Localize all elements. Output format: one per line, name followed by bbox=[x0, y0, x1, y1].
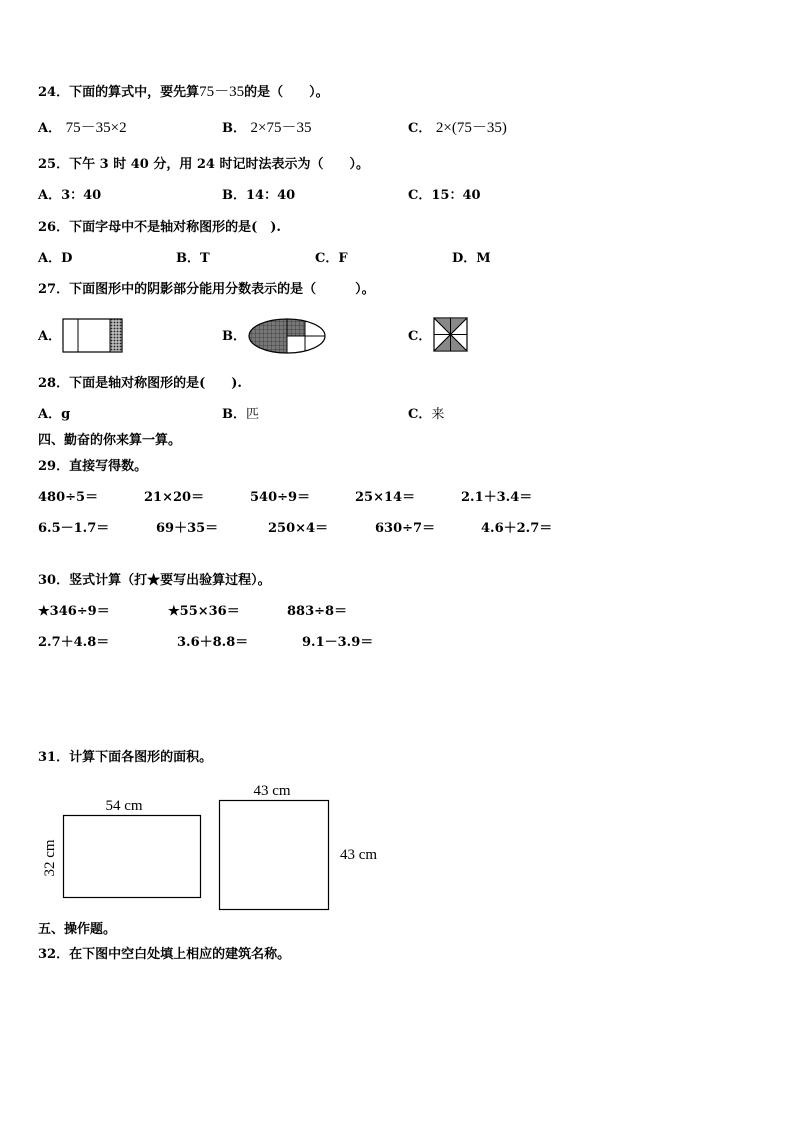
q29-item: 2.1＋3.4＝ bbox=[461, 490, 533, 505]
q31-rect-height-label: 32 cm bbox=[42, 839, 58, 877]
q31-stem: 31．计算下面各图形的面积。 bbox=[38, 750, 213, 765]
q28-stem: 28．下面是轴对称图形的是( ). bbox=[38, 376, 242, 391]
q30-item: 9.1－3.9＝ bbox=[302, 635, 374, 650]
q31-square bbox=[220, 801, 329, 910]
q25-option-c: C．15：40 bbox=[408, 188, 481, 203]
q26-option-c: C．F bbox=[315, 251, 348, 266]
q24-option-a: A． 75－35×2 bbox=[38, 120, 127, 136]
q25-option-a: A．3：40 bbox=[38, 188, 102, 203]
q31-rectangle bbox=[64, 816, 201, 898]
section-4-heading: 四、勤奋的你来算一算。 bbox=[38, 433, 182, 448]
q29-item: 69＋35＝ bbox=[156, 521, 219, 536]
q26-option-a: A．D bbox=[38, 251, 73, 266]
q27-figure-b bbox=[247, 317, 327, 355]
q29-item: 630÷7＝ bbox=[375, 521, 436, 536]
q30-item: 3.6＋8.8＝ bbox=[177, 635, 249, 650]
q29-item: 480÷5＝ bbox=[38, 490, 99, 505]
q26-option-d: D．M bbox=[452, 251, 491, 266]
q27-option-a-letter: A． bbox=[38, 329, 62, 344]
q31-square-side-label: 43 cm bbox=[340, 847, 378, 863]
q27-stem: 27．下面图形中的阴影部分能用分数表示的是（ ）。 bbox=[38, 282, 375, 297]
q29-item: 250×4＝ bbox=[268, 521, 329, 536]
q29-item: 6.5－1.7＝ bbox=[38, 521, 110, 536]
q31-figures bbox=[36, 778, 396, 914]
q30-item: 883÷8＝ bbox=[287, 604, 348, 619]
q27-figure-a bbox=[62, 318, 124, 354]
q26-option-b: B．T bbox=[176, 251, 210, 266]
q28-option-c: C．来 bbox=[408, 407, 445, 422]
q32-stem: 32．在下图中空白处填上相应的建筑名称。 bbox=[38, 947, 291, 962]
q31-rect-width-label: 54 cm bbox=[105, 798, 143, 814]
q30-item: 2.7＋4.8＝ bbox=[38, 635, 110, 650]
q31-square-top-label: 43 cm bbox=[253, 783, 291, 799]
q28-option-a: A．g bbox=[38, 407, 71, 422]
q30-item: ★55×36＝ bbox=[168, 604, 240, 619]
q29-item: 4.6＋2.7＝ bbox=[481, 521, 553, 536]
q27-figure-c bbox=[433, 317, 469, 353]
q27-option-b-letter: B． bbox=[222, 329, 246, 344]
q28-option-b: B．匹 bbox=[222, 407, 260, 422]
q30-item: ★346÷9＝ bbox=[38, 604, 110, 619]
q26-stem: 26．下面字母中不是轴对称图形的是( ). bbox=[38, 220, 281, 235]
q25-option-b: B．14：40 bbox=[222, 188, 296, 203]
section-5-heading: 五、操作题。 bbox=[38, 922, 117, 937]
q30-stem: 30．竖式计算（打★要写出验算过程）。 bbox=[38, 573, 271, 588]
q24-stem: 24．下面的算式中，要先算75－35的是（ ）。 bbox=[38, 84, 329, 100]
q24-option-c: C． 2×(75－35) bbox=[408, 120, 507, 136]
q29-stem: 29．直接写得数。 bbox=[38, 459, 148, 474]
q25-stem: 25．下午 3 时 40 分，用 24 时记时法表示为（ ）。 bbox=[38, 157, 369, 172]
q24-option-b: B． 2×75－35 bbox=[222, 120, 312, 136]
q27-option-c-letter: C． bbox=[408, 329, 432, 344]
q29-item: 540÷9＝ bbox=[250, 490, 311, 505]
q29-item: 21×20＝ bbox=[144, 490, 205, 505]
q29-item: 25×14＝ bbox=[355, 490, 416, 505]
